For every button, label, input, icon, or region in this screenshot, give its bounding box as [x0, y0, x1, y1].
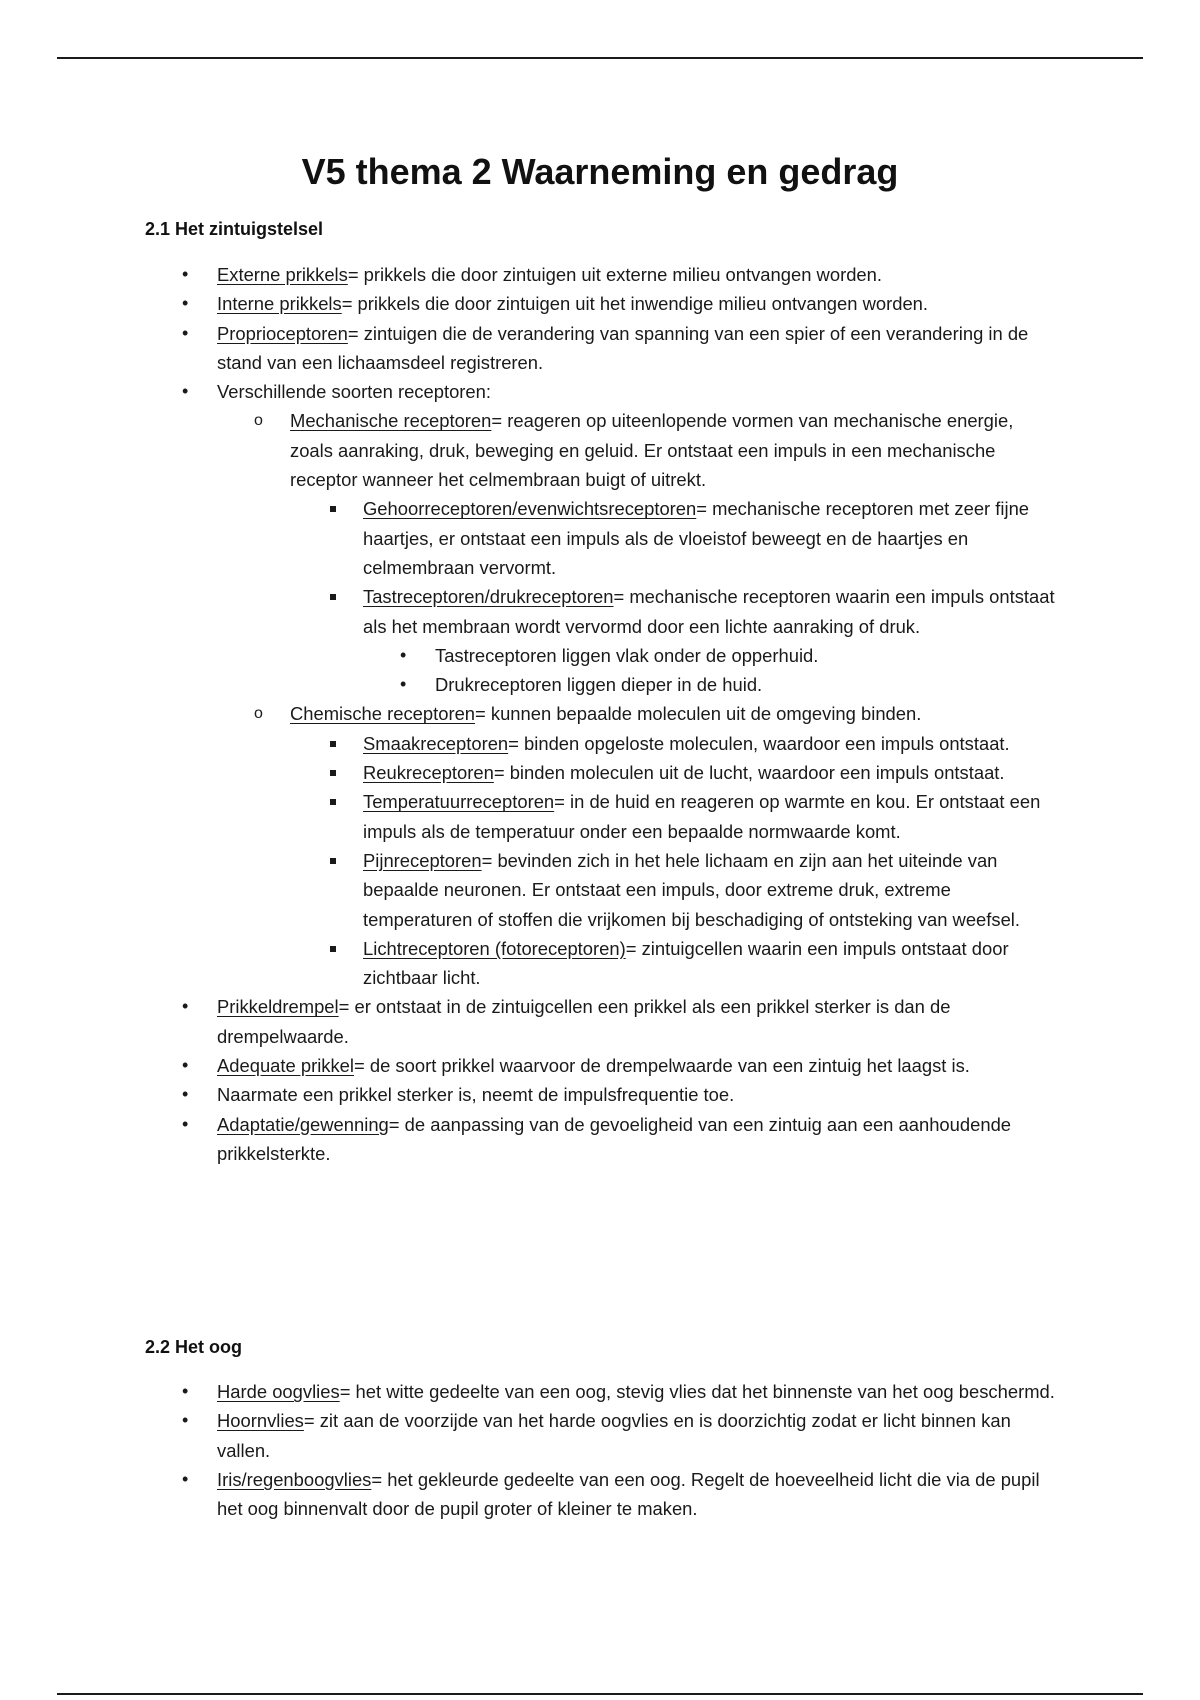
bullet-dot-icon: • [182, 1113, 189, 1134]
bullet-square-icon [330, 946, 336, 952]
bullet-dot-icon: • [182, 996, 189, 1017]
item-term: Iris/regenboogvlies [217, 1468, 372, 1490]
item-term: Lichtreceptoren (fotoreceptoren) [363, 937, 626, 959]
item-term: Tastreceptoren/drukreceptoren [363, 586, 614, 608]
bullet-square-icon [330, 594, 336, 600]
item-term: Gehoorreceptoren/evenwichtsreceptoren [363, 498, 697, 520]
bullet-dot-icon: • [182, 381, 189, 402]
bullet-square-icon [330, 770, 336, 776]
list-item [0, 406, 1200, 494]
list-item [0, 377, 1200, 406]
bullet-circle-icon: o [254, 412, 263, 430]
list-item [0, 1377, 1200, 1406]
bullet-dot-icon: • [182, 264, 189, 284]
page-title: V5 thema 2 Waarneming en gedrag [301, 151, 899, 192]
item-text: = mechanische receptoren met zeer fijne haartjes, er ontstaat een impuls als de vloeistof beweegt en de haartjes en celmembraan vervormt. [363, 498, 1030, 578]
bullet-dot-icon: • [182, 1381, 189, 1401]
list-item [0, 319, 1200, 378]
list-item [0, 934, 1200, 993]
list-item [0, 670, 1200, 699]
section-heading-zintuigstelsel: 2.1 Het zintuigstelsel [145, 219, 324, 239]
item-term: Pijnreceptoren [363, 849, 482, 871]
item-text: = bevinden zich in het hele lichaam en zijn aan het uiteinde van bepaalde neuronen. Er ontstaat een impuls, door extreme druk, extreme temperaturen of stoffen die vrijkomen bij beschadiging of ontsteking van weefsel. [363, 849, 1020, 930]
item-text: Tastreceptoren liggen vlak onder de opperhuid. [435, 644, 819, 666]
list-item [0, 582, 1200, 641]
bullet-dot-icon: • [182, 1468, 189, 1489]
bullet-square-icon [330, 506, 336, 512]
item-text: = zit aan de voorzijde van het harde oogvlies en is doorzichtig zodat er licht binnen kan vallen. [217, 1410, 1011, 1461]
item-term: Adaptatie/gewenning [217, 1113, 389, 1135]
item-term: Prikkeldrempel [217, 996, 339, 1018]
item-text: = de soort prikkel waarvoor de drempelwaarde van een zintuig het laagst is. [354, 1055, 970, 1077]
bullet-dot-icon: • [182, 322, 189, 343]
item-term: Externe prikkels [217, 264, 348, 285]
bullet-dot-icon: • [400, 644, 407, 665]
item-text: = binden moleculen uit de lucht, waardoor een impuls ontstaat. [493, 762, 1005, 784]
item-text: = binden opgeloste moleculen, waardoor een impuls ontstaat. [508, 732, 1010, 754]
item-term: Reukreceptoren [363, 762, 494, 784]
bullet-dot-icon: • [182, 1084, 189, 1105]
bullet-circle-icon: o [254, 705, 263, 723]
item-text: = kunnen bepaalde moleculen uit de omgeving binden. [475, 703, 922, 725]
bullet-dot-icon: • [182, 1410, 189, 1431]
list-item [0, 787, 1200, 846]
list-item [0, 289, 1200, 318]
list-item [0, 494, 1200, 582]
item-term: Mechanische receptoren [290, 410, 492, 432]
item-text: Drukreceptoren liggen dieper in de huid. [435, 674, 763, 696]
item-text: = zintuigen die de verandering van spanning van een spier of een verandering in de stand van een lichaamsdeel registreren. [217, 322, 1029, 373]
list-item [0, 992, 1200, 1051]
item-term: Proprioceptoren [217, 322, 348, 344]
item-text: Verschillende soorten receptoren: [217, 381, 491, 403]
bullet-square-icon [330, 799, 336, 805]
list-item [0, 1051, 1200, 1080]
item-text: = prikkels die door zintuigen uit het inwendige milieu ontvangen worden. [341, 293, 929, 315]
item-text: = in de huid en reageren op warmte en kou. Er ontstaat een impuls als de temperatuur onder een bepaalde normwaarde komt. [363, 791, 1041, 842]
item-text: = het gekleurde gedeelte van een oog. Regelt de hoeveelheid licht die via de pupil het oog binnenvalt door de pupil groter of kleiner te maken. [217, 1468, 1040, 1520]
footer-rule [57, 1693, 1143, 1695]
item-term: Smaakreceptoren [363, 732, 509, 754]
list-item [0, 846, 1200, 934]
bullet-dot-icon: • [182, 1055, 189, 1076]
list-item [0, 699, 1200, 728]
item-term: Harde oogvlies [217, 1381, 340, 1402]
list-item [0, 260, 1200, 289]
item-text: Naarmate een prikkel sterker is, neemt de impulsfrequentie toe. [217, 1084, 735, 1106]
item-text: = mechanische receptoren waarin een impuls ontstaat als het membraan wordt vervormd door een lichte aanraking of druk. [363, 586, 1055, 637]
item-term: Chemische receptoren [290, 703, 476, 725]
list-item [0, 641, 1200, 670]
bullet-dot-icon: • [182, 293, 189, 314]
list-item [0, 1080, 1200, 1109]
item-term: Interne prikkels [217, 293, 342, 315]
list-item [0, 1110, 1200, 1169]
list-item [0, 758, 1200, 787]
list-item [0, 1406, 1200, 1465]
item-term: Hoornvlies [217, 1410, 304, 1432]
item-text: = er ontstaat in de zintuigcellen een prikkel als een prikkel sterker is dan de drempelwaarde. [217, 996, 951, 1047]
zintuigstelsel-list [0, 260, 1200, 1168]
item-text: = reageren op uiteenlopende vormen van mechanische energie, zoals aanraking, druk, beweging en geluid. Er ontstaat een impuls in een mechanische receptor wanneer het celmembraan buigt of uitrekt. [290, 410, 1014, 491]
list-item [0, 1465, 1200, 1524]
item-term: Temperatuurreceptoren [363, 791, 555, 813]
bullet-dot-icon: • [400, 674, 407, 695]
bullet-square-icon [330, 741, 336, 747]
item-term: Adequate prikkel [217, 1055, 354, 1077]
item-text: = zintuigcellen waarin een impuls ontstaat door zichtbaar licht. [363, 937, 1009, 989]
bullet-square-icon [330, 858, 336, 864]
item-text: = de aanpassing van de gevoeligheid van een zintuig aan een aanhoudende prikkelsterkte. [217, 1113, 1012, 1164]
list-item [0, 729, 1200, 758]
section-heading-oog: 2.2 Het oog [145, 1337, 243, 1357]
item-text: = prikkels die door zintuigen uit externe milieu ontvangen worden. [347, 264, 882, 285]
item-text: = het witte gedeelte van een oog, stevig vlies dat het binnenste van het oog beschermd. [339, 1381, 1055, 1402]
header-rule [57, 57, 1143, 59]
oog-list [0, 1377, 1200, 1523]
